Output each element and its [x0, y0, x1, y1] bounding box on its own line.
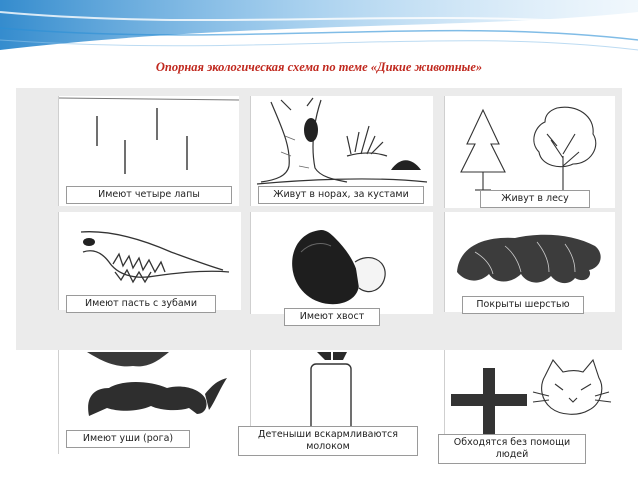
card-label-jaws: Имеют пасть с зубами: [66, 295, 216, 313]
card-label-horns: Имеют уши (рога): [66, 430, 190, 448]
card-label-burrow: Живут в норах, за кустами: [258, 186, 424, 204]
decorative-swoosh: [0, 0, 638, 60]
card-label-fur: Покрыты шерстью: [462, 296, 584, 314]
card-label-four-legs: Имеют четыре лапы: [66, 186, 232, 204]
card-tail: [250, 212, 433, 314]
card-label-tail: Имеют хвост: [284, 308, 380, 326]
card-label-independent: Обходятся без помощи людей: [438, 434, 586, 464]
slide-title: Опорная экологическая схема по теме «Дикие животные»: [155, 60, 483, 74]
card-label-milk: Детеныши вскармливаются молоком: [238, 426, 418, 456]
card-label-forest: Живут в лесу: [480, 190, 590, 208]
tail-icon: [251, 212, 433, 314]
